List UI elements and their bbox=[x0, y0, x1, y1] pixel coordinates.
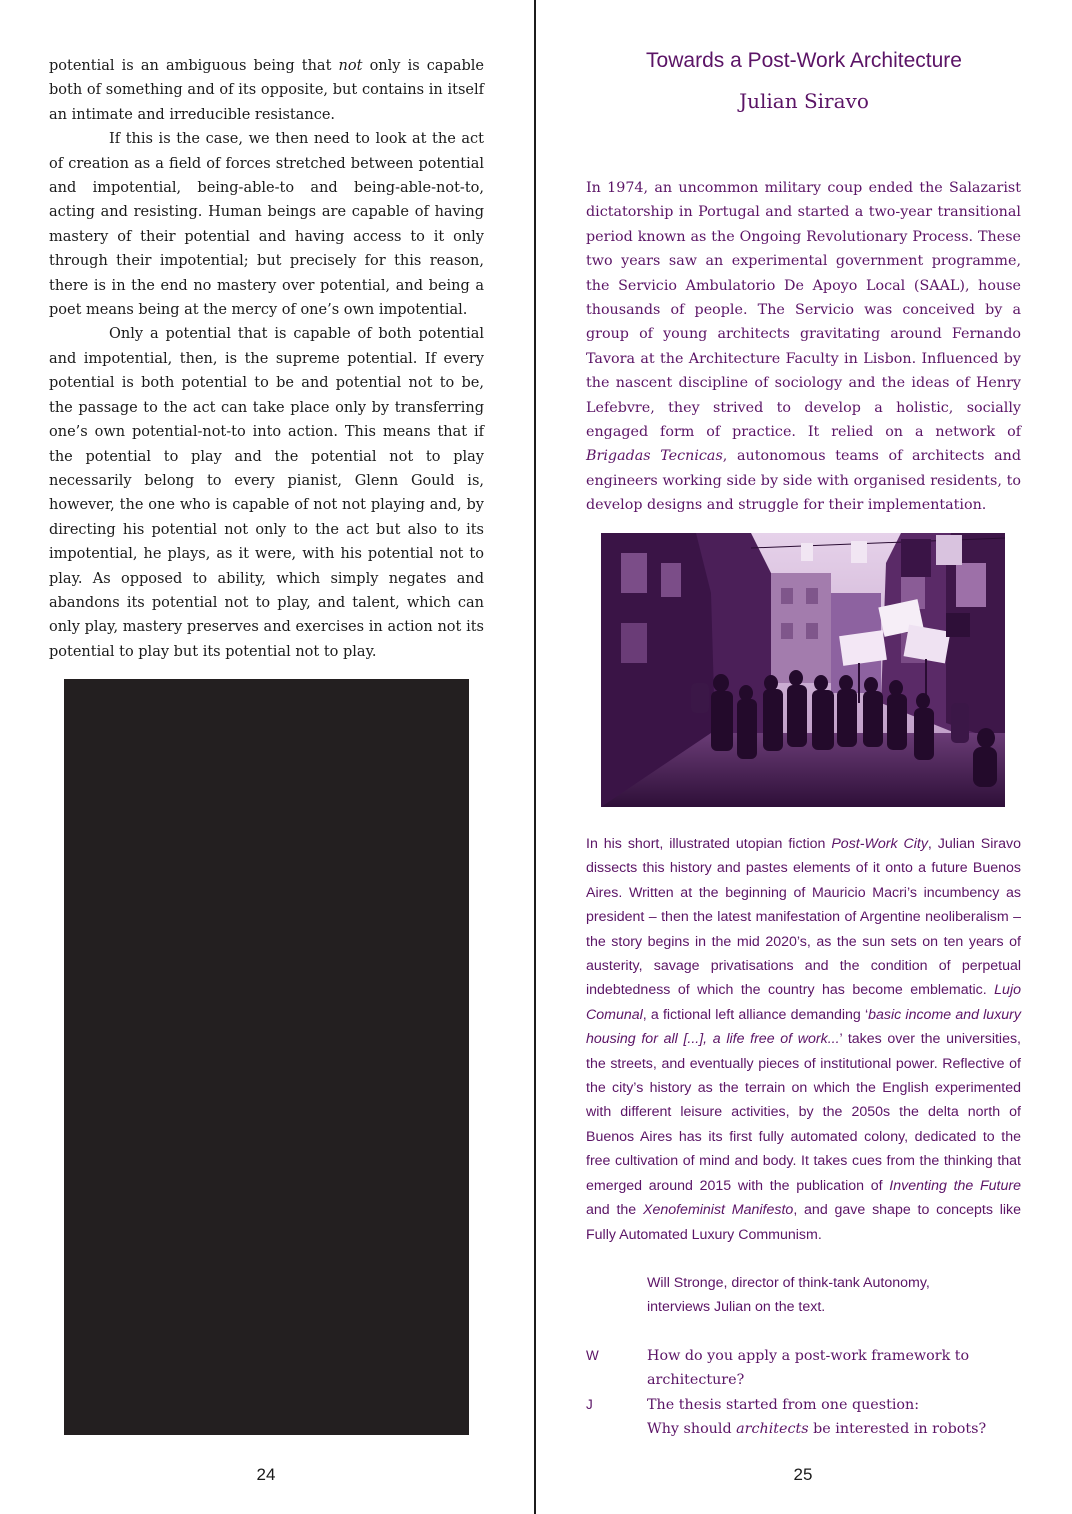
text-segment: Only a potential that is capable of both potential and impotential, then, is the supreme potential. If every potential is both potential to be and potential not to be, the passage to the act can take place only by transferring one’s own potential-not-to into action. This means that if the potential to play and the potential not to play necessarily belong to every pianist, Glenn Gould is, however, the one who is capable of not not playing and, by directing his potential not only to the act but also to its impotential, he plays, as it were, with his potential not to play. As opposed to ability, which simply negates and abandons its potential not to play, and talent, which can only play, mastery preserves and exercises in action not its potential to play but its potential not to play. bbox=[49, 326, 484, 660]
article-body-paragraph bbox=[586, 832, 1021, 1247]
answer-text bbox=[647, 1393, 1021, 1442]
interview-credit bbox=[647, 1271, 977, 1320]
text-segment: If this is the case, we then need to look at the act of creation as a field of forces stretched between potential and impotential, being-able-to and being-able-not-to, acting and resisting. Human beings are capable of having mastery of their potential and having access to it only through their impotential; but precisely for this reason, there is in the end no mastery over potential, and being a poet means being at the mercy of one’s own impotential. bbox=[49, 131, 484, 319]
credit-line-1: Will Stronge, director of think-tank Autonomy, bbox=[647, 1275, 930, 1291]
black-image-panel bbox=[64, 679, 469, 1435]
text-segment: and the bbox=[586, 1202, 643, 1219]
text-segment: Why should bbox=[647, 1421, 737, 1438]
text-segment: , Julian Siravo dissects this history and pastes elements of it onto a future Buenos Aires. Written at the beginning of Mauricio Macri’s incumbency as president – then the latest manifestation of Argentine neoliberalism – the story begins in the mid 2020’s, as the sun sets on ten years of austerity, savage privatisations and the condition of perpetual indebtedness of which the country has become emblematic. bbox=[586, 836, 1021, 999]
right-page bbox=[536, 0, 1072, 1514]
text-segment: potential is an ambiguous being that bbox=[49, 58, 339, 74]
text-segment: How do you apply a post-work framework to bbox=[647, 1348, 970, 1364]
text-segment: , and gave shape to concepts like Fully Automated Luxury Communism. bbox=[586, 1202, 1022, 1243]
text-segment: only is capable both of something and of its opposite, but contains in itself an intimate and irreducible resistance. bbox=[49, 58, 484, 123]
page-number-left: 24 bbox=[256, 1465, 276, 1484]
left-paragraph-3 bbox=[49, 322, 484, 664]
intro-paragraph bbox=[586, 176, 1021, 518]
italic-text-segment: Xenofeminist Manifesto bbox=[642, 1202, 794, 1219]
italic-text-segment: Inventing the Future bbox=[889, 1177, 1021, 1194]
text-segment: be interested in robots? bbox=[808, 1421, 987, 1438]
left-page bbox=[0, 0, 535, 1514]
text-segment: In 1974, an uncommon military coup ended the Salazarist dictatorship in Portugal and started a two-year transitional period known as the Ongoing Revolutionary Process. These two years saw an experimental government programme, the Servicio Ambulatorio De Apoyo Local (SAAL), house thousands of people. The Servicio was conceived by a group of young architects gravitating around Fernando Tavora at the Architecture Faculty in Lisbon. Influenced by the nascent discipline of sociology and the ideas of Henry Lefebvre, they strived to develop a holistic, socially engaged form of practice. It relied on a network of bbox=[586, 180, 1021, 441]
question-line-2 bbox=[647, 1368, 1021, 1392]
article-title: Towards a Post-Work Architecture bbox=[646, 49, 962, 72]
text-segment: The thesis started from one question: bbox=[647, 1397, 920, 1413]
speaker-label: W bbox=[586, 1348, 599, 1363]
answer-line-1 bbox=[647, 1393, 1021, 1417]
page-number-right: 25 bbox=[793, 1465, 813, 1484]
text-segment: , a fictional left alliance demanding ‘ bbox=[642, 1006, 869, 1023]
text-segment: architecture? bbox=[647, 1372, 745, 1389]
text-segment: In his short, illustrated utopian fiction bbox=[586, 836, 832, 852]
left-paragraph-2 bbox=[49, 127, 484, 322]
article-author: Julian Siravo bbox=[739, 89, 869, 113]
text-segment: ’ takes over the universities, the streets, and eventually pieces of institutional power. Reflective of the city’s history as the terrain on which the English experimented with different leisure activities, by the 2050s the delta north of Buenos Aires has its first fully automated colony, dedicated to the free cultivation of mind and body. It takes cues from the thinking that emerged around 2015 with the publication of bbox=[586, 1031, 1021, 1194]
street-demonstration-photo bbox=[601, 533, 1005, 807]
italic-text-segment: architects bbox=[736, 1421, 809, 1438]
italic-text-segment: Lujo Comunal bbox=[586, 982, 1021, 1023]
credit-line-2: interviews Julian on the text. bbox=[647, 1299, 826, 1316]
left-body-text bbox=[49, 54, 484, 664]
italic-text-segment: Brigadas Tecnicas bbox=[586, 448, 723, 465]
italic-text-segment: basic income and luxury housing for all [...], a life free of work... bbox=[586, 1006, 1021, 1048]
speaker-label: J bbox=[586, 1397, 593, 1412]
question-line-1 bbox=[647, 1344, 1021, 1368]
left-paragraph-1 bbox=[49, 54, 484, 127]
text-segment: , autonomous teams of architects and engineers working side by side with organised residents, to develop designs and struggle for their implementation. bbox=[586, 448, 1022, 514]
answer-line-2 bbox=[647, 1417, 1021, 1441]
italic-text-segment: Post-Work City bbox=[831, 836, 928, 852]
italic-text-segment: not bbox=[338, 58, 363, 74]
question-text bbox=[647, 1344, 1021, 1393]
